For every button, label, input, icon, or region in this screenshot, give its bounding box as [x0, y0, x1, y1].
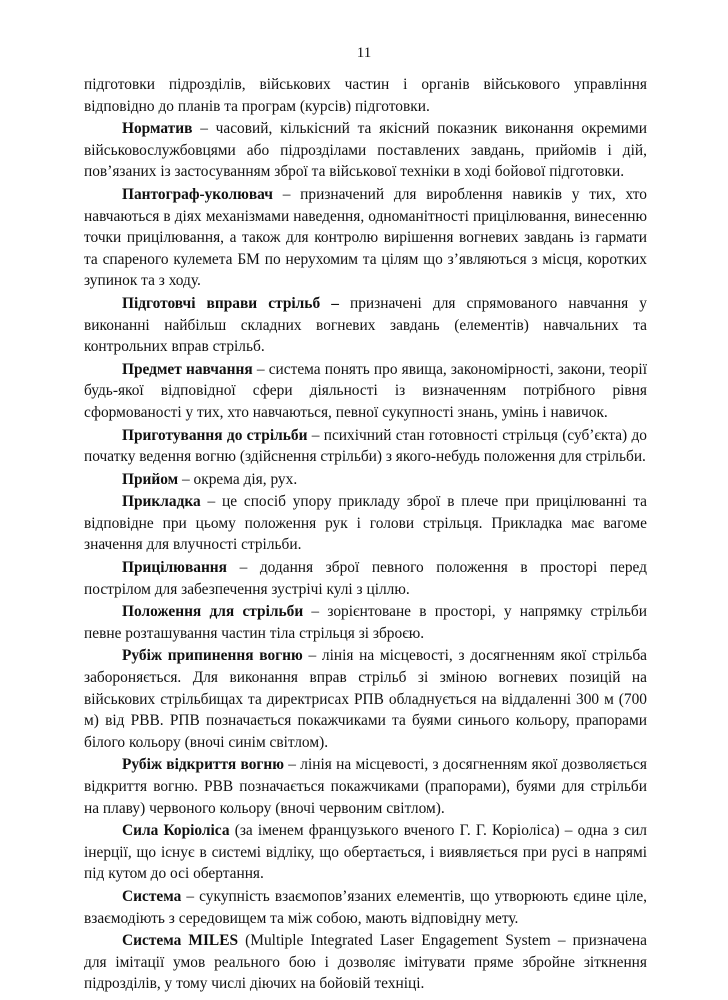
- definition-text: – додання зброї певного положення в просторі перед пострілом для забезпечення зустрічі кулі з ціллю.: [84, 559, 647, 598]
- term: Система MILES: [122, 932, 239, 950]
- definition-text: – часовий, кількісний та якісний показник виконання окремими військовослужбовцями або підрозділами поставлених завдань, прийомів і дій, пов’язаних із застосуванням зброї та військової техніки в ході бойової підготовки.: [84, 120, 647, 181]
- definition-systema-miles: [84, 930, 647, 995]
- definition-polozhennia: [84, 601, 647, 644]
- definition-syla-koriolisa: [84, 820, 647, 885]
- definition-pryiom: [84, 469, 647, 491]
- definition-text: – окрема дія, рух.: [178, 470, 298, 488]
- term: Прийом: [122, 470, 179, 488]
- definition-text: призначені для спрямованого навчання у виконанні найбільш складних вогневих завдань (елементів) навчальних та контрольних вправ стрільб.: [84, 294, 647, 356]
- body-text: [84, 74, 647, 996]
- term: Система: [122, 887, 182, 905]
- definition-text: (Multiple Integrated Laser Engagement System – призначена для імітації умов реального бою і дозволяє імітувати пряме збройне зіткнення підрозділів, у тому числі діючих на бойовій техніці.: [84, 932, 647, 993]
- definition-text: – це спосіб упору прикладу зброї в плече при прицілюванні та відповідне при цьому положення рук і голови стрільця. Прикладка має вагоме значення для влучності стрільби.: [84, 493, 647, 554]
- term: Сила Коріоліса: [122, 822, 230, 840]
- definition-text: – призначений для вироблення навиків у тих, хто навчаються в діях механізмами наведення, одноманітності прицілювання, винесенню точки прицілювання, а також для контролю вирішення вогневих завдань із гармати та спареного кулемета БМ по нерухомим та цілям що з’являються з місця, коротких зупинок та з ходу.: [84, 185, 647, 290]
- term: Пантограф-уколювач: [122, 185, 273, 203]
- definition-pantohraf: [84, 184, 647, 292]
- definition-normatyv: [84, 118, 647, 183]
- definition-pryhotuvannia: [84, 425, 647, 468]
- definition-rubizh-prypynennia: [84, 645, 647, 753]
- term: Положення для стрільби: [122, 603, 304, 621]
- definition-pidhotovchi-vpravy: [84, 293, 647, 358]
- term: Норматив: [122, 120, 193, 138]
- term: Приготування до стрільби: [122, 426, 308, 444]
- definition-rubizh-vidkryttia: [84, 754, 647, 819]
- term: Підготовчі вправи стрільб –: [122, 294, 339, 312]
- definition-text: – лінія на місцевості, з досягненням якої дозволяється відкриття вогню. РВВ позначається покажчиками (прапорами), буями для стрільби на плаву) червоного кольору (вночі червоним світлом).: [84, 756, 647, 817]
- definition-prykladka: [84, 491, 647, 556]
- definition-text: (за іменем французького вченого Г. Г. Коріоліса) – одна з сил інерції, що існує в системі відліку, що обертається, і виявляється при русі в напрямі під кутом до осі обертання.: [84, 822, 647, 883]
- definition-text: – сукупність взаємопов’язаних елементів, що утворюють єдине ціле, взаємодіють з середовищем та між собою, мають відповідну мету.: [84, 887, 647, 927]
- paragraph-text: підготовки підрозділів, військових частин і органів військового управління відповідно до планів та програм (курсів) підготовки.: [84, 76, 647, 115]
- definition-text: – лінія на місцевості, з досягненням якої стрільба забороняється. Для виконання вправ стрільб зі зміною вогневих позицій на військових стрільбищах та директрисах РПВ обладнується на віддаленні 300 м (700 м) від РВВ. РПВ позначається покажчиками та буями синього кольору, прапорами білого кольору (вночі синім світлом).: [84, 647, 647, 751]
- term: Предмет навчання: [122, 360, 253, 378]
- term: Прицілювання: [122, 559, 228, 577]
- page-number: 11: [356, 45, 372, 61]
- paragraph-continuation: [84, 74, 647, 117]
- definition-text: – психічний стан готовності стрільця (суб’єкта) до початку ведення вогню (здійснення стрільби) з якого-небудь положення для стрільби.: [84, 426, 647, 466]
- term: Рубіж припинення вогню: [122, 647, 303, 665]
- term: Рубіж відкриття вогню: [122, 756, 285, 774]
- definition-predmet-navchannia: [84, 359, 647, 424]
- definition-text: – система понять про явища, закономірності, закони, теорії будь-якої відповідної сфери діяльності із визначенням потрібного рівня сформованості у тих, хто навчаються, певної сукупності знань, умінь і навичок.: [84, 360, 647, 421]
- term: Прикладка: [122, 493, 201, 511]
- definition-text: – зорієнтоване в просторі, у напрямку стрільби певне розташування частин тіла стрільця зі зброєю.: [84, 603, 648, 642]
- definition-systema: [84, 886, 647, 929]
- definition-pryciliuvannia: [84, 557, 647, 600]
